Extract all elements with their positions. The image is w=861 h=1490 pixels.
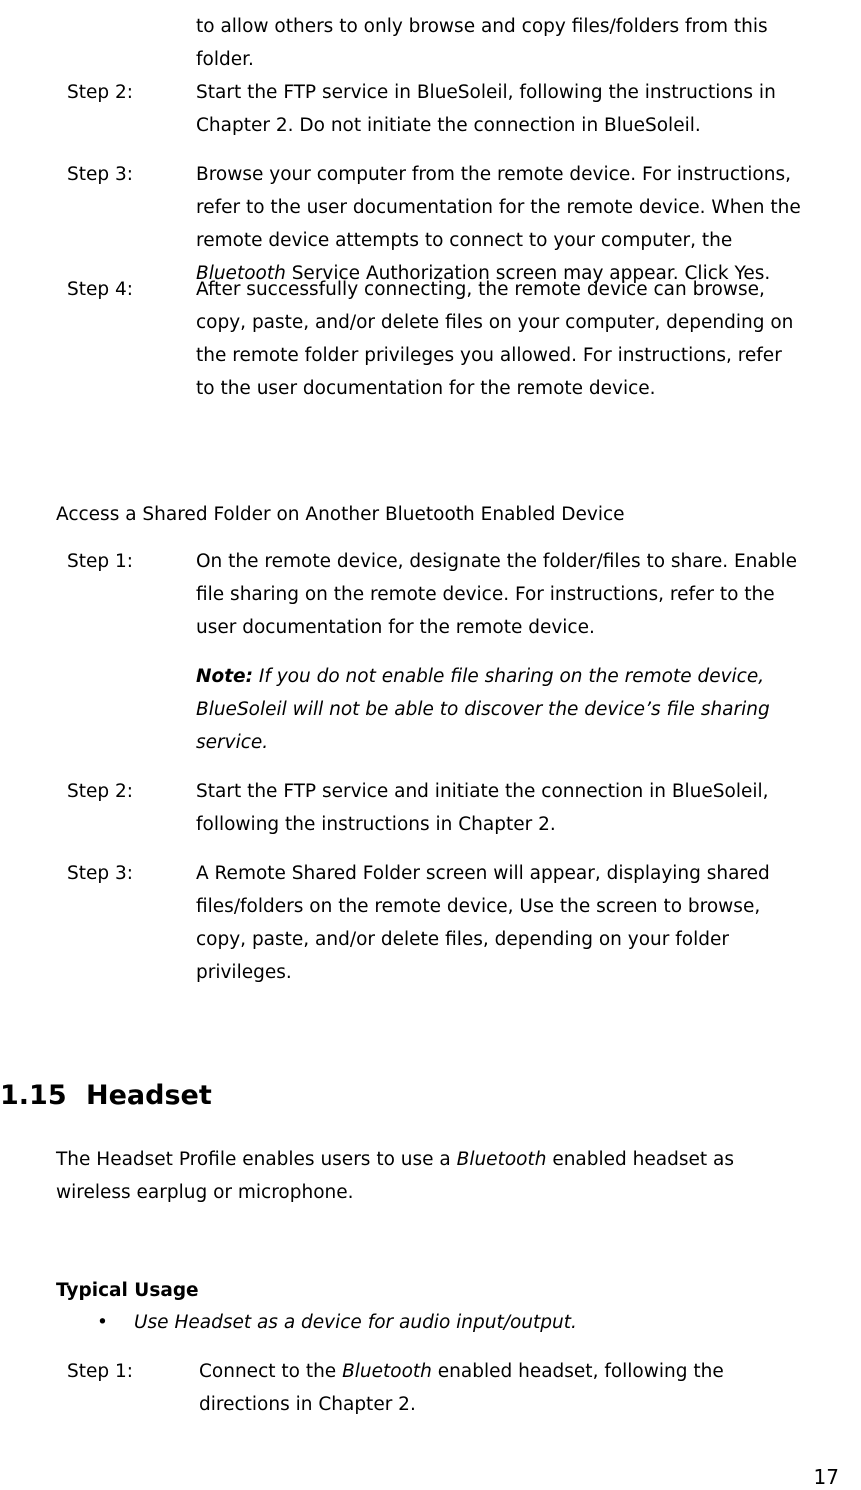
step-line: Start the FTP service in BlueSoleil, following the instructions in <box>196 82 776 103</box>
intro-line: to allow others to only browse and copy files/folders from this <box>196 16 768 37</box>
note-line: BlueSoleil will not be able to discover the device’s file sharing <box>196 699 770 720</box>
step-line: files/folders on the remote device, Use the screen to browse, <box>196 896 761 917</box>
page-number: 17 <box>813 1465 839 1489</box>
step-line-rest: Service Authorization screen may appear. Click Yes. <box>285 263 771 284</box>
step-line: After successfully connecting, the remote device can browse, <box>196 279 765 300</box>
typical-usage-heading: Typical Usage <box>56 1280 199 1301</box>
step-line: On the remote device, designate the folder/files to share. Enable <box>196 551 797 572</box>
step-line: privileges. <box>196 962 292 983</box>
step-line: Start the FTP service and initiate the connection in BlueSoleil, <box>196 781 769 802</box>
step-line: Browse your computer from the remote device. For instructions, <box>196 164 791 185</box>
note-label: Note: <box>196 666 253 687</box>
step-line <box>199 1355 861 1388</box>
step-line: A Remote Shared Folder screen will appear, displaying shared <box>196 863 770 884</box>
step-text <box>196 158 861 290</box>
step-label: Step 1: <box>67 551 134 572</box>
bullet-text: Use Headset as a device for audio input/output. <box>134 1312 577 1333</box>
step-text <box>196 775 861 841</box>
description-line <box>56 1143 734 1176</box>
step-text <box>196 273 861 405</box>
italic-term: Bluetooth <box>456 1149 547 1170</box>
step-text <box>196 545 861 644</box>
step-line: copy, paste, and/or delete files on your computer, depending on <box>196 312 794 333</box>
note-text: If you do not enable file sharing on the remote device, <box>252 666 765 687</box>
italic-term: Bluetooth <box>196 263 286 284</box>
step-label: Step 4: <box>67 279 134 300</box>
section-title <box>0 1076 212 1116</box>
note-line: service. <box>196 732 269 753</box>
step-line: copy, paste, and/or delete files, depending on your folder <box>196 929 729 950</box>
step-line: refer to the user documentation for the remote device. When the <box>196 197 801 218</box>
note-block <box>196 660 861 759</box>
bullet-icon: • <box>97 1312 108 1333</box>
step-line-text: Connect to the <box>199 1361 343 1382</box>
step-label: Step 2: <box>67 781 134 802</box>
step-label: Step 1: <box>67 1361 134 1382</box>
step-label: Step 2: <box>67 82 134 103</box>
step-line: directions in Chapter 2. <box>199 1394 416 1415</box>
step-line: file sharing on the remote device. For instructions, refer to the <box>196 584 775 605</box>
intro-paragraph <box>196 10 768 76</box>
step-text <box>199 1355 861 1421</box>
step-label: Step 3: <box>67 164 134 185</box>
headset-description <box>56 1143 734 1209</box>
step-line: the remote folder privileges you allowed. For instructions, refer <box>196 345 782 366</box>
description-text: enabled headset as <box>546 1149 734 1170</box>
step-line-text: enabled headset, following the <box>431 1361 724 1382</box>
step-text <box>196 76 861 142</box>
intro-line: folder. <box>196 49 254 70</box>
section-title-text: Headset <box>86 1080 212 1111</box>
step-line: user documentation for the remote device. <box>196 617 595 638</box>
description-text: The Headset Profile enables users to use a <box>56 1149 457 1170</box>
step-line: Chapter 2. Do not initiate the connection in BlueSoleil. <box>196 115 701 136</box>
italic-term: Bluetooth <box>342 1361 432 1382</box>
step-text <box>196 857 861 989</box>
note-line <box>196 660 861 693</box>
step-line: following the instructions in Chapter 2. <box>196 814 556 835</box>
step-line: remote device attempts to connect to your computer, the <box>196 230 733 251</box>
description-line: wireless earplug or microphone. <box>56 1182 354 1203</box>
step-label: Step 3: <box>67 863 134 884</box>
section-heading: Access a Shared Folder on Another Bluetooth Enabled Device <box>56 504 625 525</box>
section-number: 1.15 <box>0 1080 67 1111</box>
step-line: to the user documentation for the remote device. <box>196 378 656 399</box>
